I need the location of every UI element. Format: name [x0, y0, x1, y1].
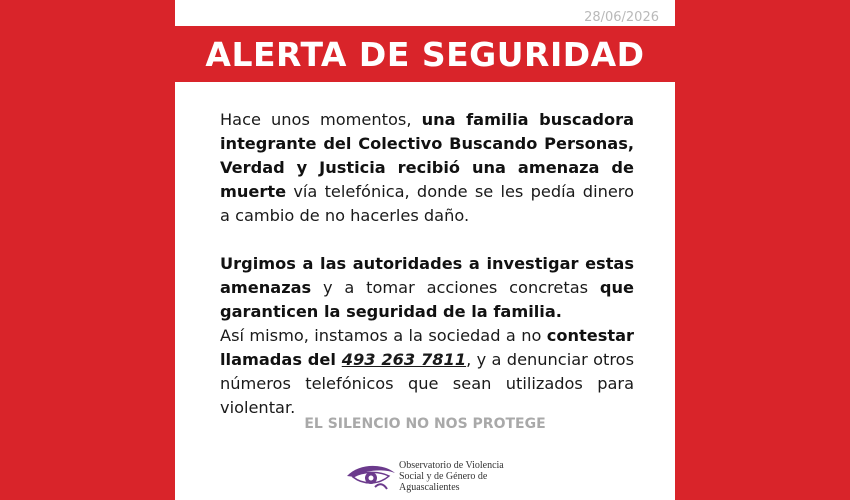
title-banner: [175, 26, 675, 82]
page-title: ALERTA DE SEGURIDAD: [205, 34, 645, 74]
text-span: y a tomar acciones concretas: [311, 278, 600, 297]
slogan: EL SILENCIO NO NOS PROTEGE: [304, 416, 546, 432]
logo-text: [399, 460, 504, 493]
date-label: 28/06/2026: [584, 10, 659, 25]
text-span: , y a denunciar otros números telefónicos que sean utilizados para violentar.: [220, 350, 635, 417]
observatorio-logo: [345, 458, 515, 494]
bold-span: que garanticen la seguridad de la familia.: [220, 278, 634, 321]
logo-line: Observatorio de Violencia: [399, 459, 504, 471]
alert-body: [220, 108, 634, 420]
logo-line: Aguascalientes: [399, 481, 460, 493]
bold-span: una familia buscadora integrante del Colectivo Buscando Personas, Verdad y Justicia recibió una amenaza de muerte: [220, 110, 634, 201]
bold-span: contestar llamadas del: [220, 326, 634, 369]
text-span: vía telefónica, donde se les pedía dinero a cambio de no hacerles daño.: [220, 182, 634, 225]
logo-line: Social y de Género de: [399, 470, 488, 482]
text-span: Así mismo, instamos a la sociedad a no: [220, 326, 547, 345]
alert-card: [175, 0, 675, 500]
eye-logo-icon: [345, 459, 397, 493]
bold-span: Urgimos a las autoridades a investigar estas amenazas: [220, 254, 634, 297]
paragraph-2: [220, 252, 634, 420]
phone-number: 493 263 7811: [341, 350, 467, 369]
text-span: Hace unos momentos,: [220, 110, 422, 129]
paragraph-1: [220, 108, 634, 228]
